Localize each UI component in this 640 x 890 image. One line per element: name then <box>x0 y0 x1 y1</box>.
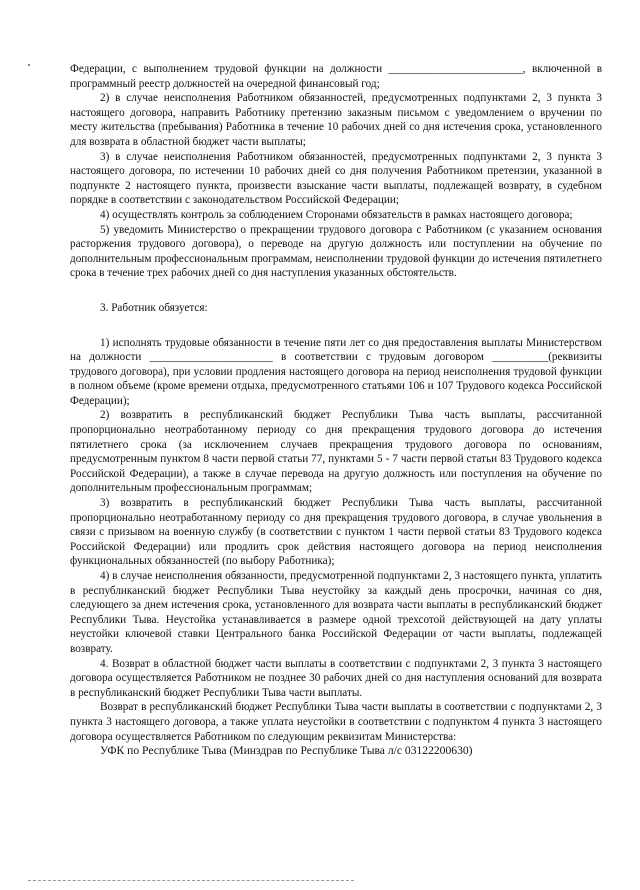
scan-artifact-dot <box>28 64 30 66</box>
section-heading-worker-obligations: 3. Работник обязуется: <box>100 301 208 314</box>
paragraph-item-3: 3) в случае неисполнения Работником обязанностей, предусмотренных подпунктами 2, 3 пункта 3 настоящего договора, по истечении 10 рабочих дней со дня получения Работником претензии, указанной в подпункте 2 настоящего пункта, произвести взыскание части выплаты, подлежащей возврату, в судебном порядке в соответствии с законодательством Российской Федерации; <box>70 150 602 207</box>
return-paragraph: Возврат в республиканский бюджет Республики Тыва части выплаты в соответствии с подпунктами 2, 3 пункта 3 настоящего договора, а также уплата неустойки в соответствии с подпунктом 4 пункта 3 настоящего договора осуществляется Работником по следующим реквизитам Министерства: <box>70 701 602 743</box>
section-4-paragraph: 4. Возврат в областной бюджет части выплаты в соответствии с подпунктами 2, 3 пункта 3 настоящего договора осуществляется Работником не позднее 30 рабочих дней со дня наступления оснований для возврата в республиканский бюджет Республики Тыва части выплаты. <box>70 657 602 699</box>
worker-item-2: 2) возвратить в республиканский бюджет Республики Тыва часть выплаты, рассчитанной пропорционально неотработанному периоду со дня прекращения трудового договора до истечения пятилетнего срока (за исключением случаев прекращения трудового договора по основаниям, предусмотренным пунктом 8 части первой статьи 77, пунктами 5 - 7 части первой статьи 83 Трудового кодекса Российской Федерации), а также в случае перевода на другую должность или поступления на обучение по дополнительным профессиональным программам; <box>70 409 602 495</box>
worker-item-4: 4) в случае неисполнения обязанности, предусмотренной подпунктами 2, 3 настоящего пункта, уплатить в республиканский бюджет Республики Тыва неустойку за каждый день просрочки, начиная со дня, следующего за днем истечения срока, установленного для возврата части выплаты в республиканский бюджет Республики Тыва. Неустойка устанавливается в размере одной трехсотой действующей на дату уплаты неустойки ключевой ставки Центрального банка Российской Федерации от части выплаты, подлежащей возврату. <box>70 570 602 655</box>
paragraph-item-4: 4) осуществлять контроль за соблюдением Сторонами обязательств в рамках настоящего договора; <box>100 208 573 221</box>
scan-artifact-line <box>28 880 354 881</box>
worker-item-1: 1) исполнять трудовые обязанности в течение пяти лет со дня предоставления выплаты Министерством на должности ______________________ в соответствии с трудовым договором __________(реквизиты трудового договора), при условии продления настоящего договора на период неисполнения трудовой функции в полном объеме (кроме времени отдыха, предусмотренного статьями 106 и 107 Трудового кодекса Российской Федерации); <box>70 336 602 407</box>
paragraph-item-5: 5) уведомить Министерство о прекращении трудового договора с Работником (с указанием основания расторжения трудового договора), о переводе на другую должность или поступлении на обучение по дополнительным профессиональным программам, неисполнении трудовой функции до истечения пятилетнего срока в течение трех рабочих дней со дня наступления указанных обстоятельств. <box>70 223 602 280</box>
document-page <box>70 62 602 759</box>
paragraph-continuation: Федерации, с выполнением трудовой функции на должности ________________________, включенной в программный реестр должностей на очередной финансовый год; <box>70 63 602 90</box>
paragraph-item-2: 2) в случае неисполнения Работником обязанностей, предусмотренных подпунктами 2, 3 пункта 3 настоящего договора, направить Работнику претензию заказным письмом с уведомлением о вручении по месту жительства (пребывания) Работника в течение 10 рабочих дней со дня истечения срока, установленного для возврата в областной бюджет части выплаты; <box>70 92 602 148</box>
treasury-requisites: УФК по Республике Тыва (Минздрав по Республике Тыва л/с 03122200630) <box>100 744 473 758</box>
worker-item-3: 3) возвратить в республиканский бюджет Республики Тыва часть выплаты, рассчитанной пропорционально неотработанному периоду со дня прекращения трудового договора, в случае увольнения в связи с призывом на военную службу (в соответствии с пунктом 1 части первой статьи 83 Трудового кодекса Российской Федерации) или продлить срок действия настоящего договора на период неисполнения функциональных обязанностей (по выбору Работника); <box>70 497 602 568</box>
